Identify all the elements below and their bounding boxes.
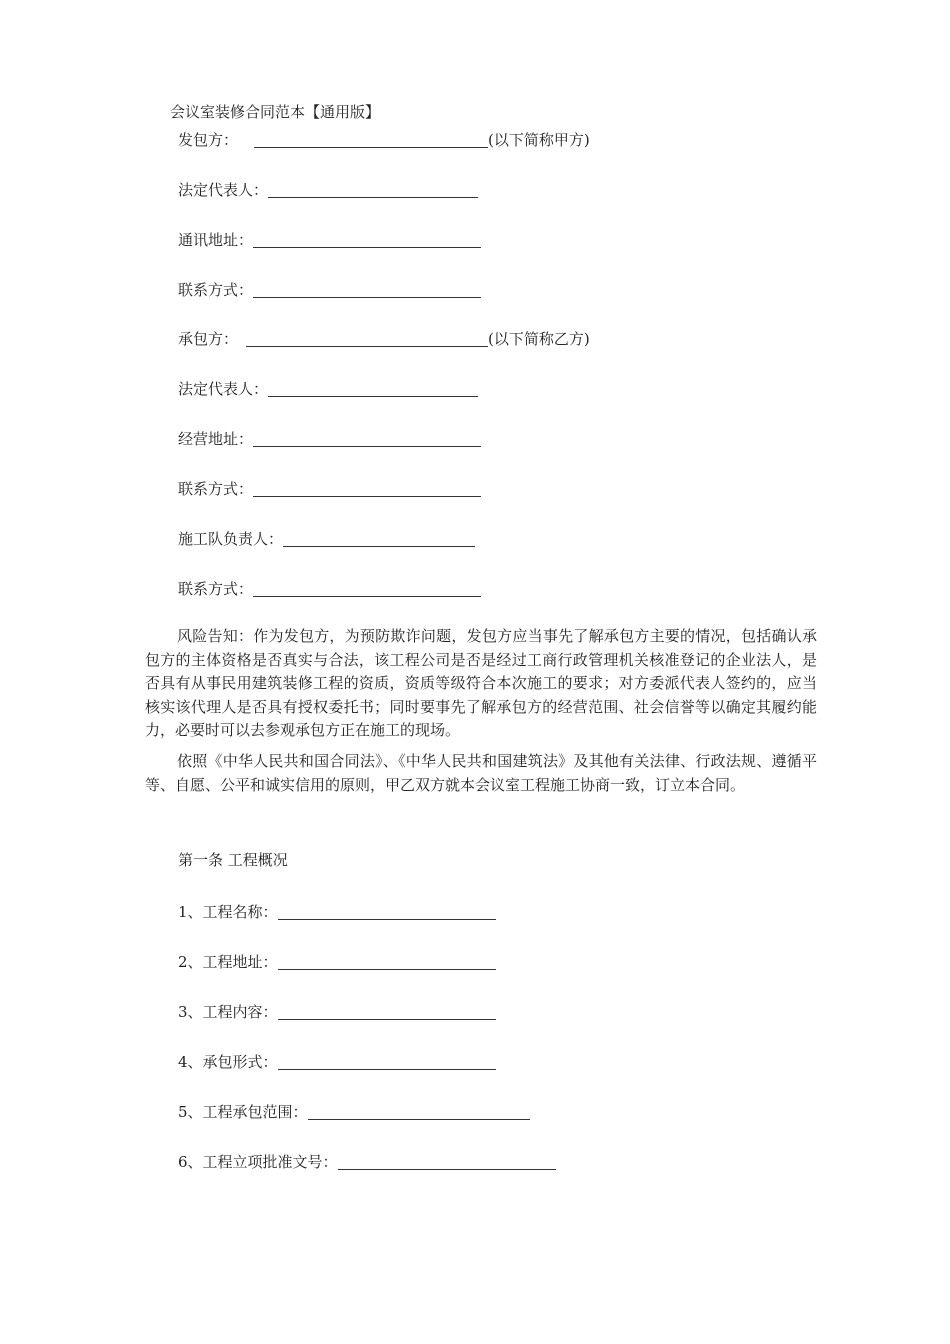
field-label: 经营地址： [178,430,254,448]
field-label: 承包方： [178,330,239,348]
field-team-leader-contact [178,578,481,600]
field-label: 联系方式： [178,281,254,299]
fill-in-blank [278,953,496,970]
field-project-content [178,1001,496,1023]
field-project-address [178,951,496,973]
field-suffix: (以下简称甲方) [488,131,590,149]
article-1-heading: 第一条 工程概况 [178,851,288,869]
field-label: 发包方： [178,131,239,149]
field-label: 5、工程承包范围： [178,1103,308,1121]
fill-in-blank [253,281,481,298]
field-contractor-contact [178,478,481,500]
fill-in-blank [254,131,488,148]
field-label: 2、工程地址： [178,953,278,971]
fill-in-blank [268,380,478,397]
risk-notice-paragraph: 风险告知：作为发包方，为预防欺诈问题，发包方应当事先了解承包方主要的情况，包括确认承包方的主体资格是否真实与合法，该工程公司是否是经过工商行政管理机关核准登记的企业法人，是否具有从事民用建筑装修工程的资质，资质等级符合本次施工的要求；对方委派代表人签约的，应当核实该代理人是否具有授权委托书；同时要事先了解承包方的经营范围、社会信誉等以确定其履约能力，必要时可以去参观承包方正在施工的现场。 [145,627,817,739]
fill-in-blank [278,903,496,920]
document-title: 会议室装修合同范本【通用版】 [170,103,381,121]
fill-in-blank [253,580,481,597]
field-employer-legal-rep [178,179,478,201]
fill-in-blank [253,231,481,248]
fill-in-blank [268,181,478,198]
field-employer [178,129,590,151]
field-contract-scope [178,1101,530,1123]
field-employer-contact [178,279,481,301]
fill-in-blank [283,530,475,547]
fill-in-blank [278,1053,496,1070]
field-label: 通讯地址： [178,231,254,249]
field-label: 联系方式： [178,580,254,598]
field-team-leader [178,528,475,550]
field-employer-address [178,229,481,251]
basis-paragraph: 依照《中华人民共和国合同法》、《中华人民共和国建筑法》及其他有关法律、行政法规、遵循平等、自愿、公平和诚实信用的原则，甲乙双方就本会议室工程施工协商一致，订立本合同。 [145,752,817,794]
fill-in-blank [338,1153,556,1170]
field-label: 联系方式： [178,480,254,498]
field-label: 3、工程内容： [178,1003,278,1021]
fill-in-blank [253,430,481,447]
fill-in-blank [308,1103,530,1120]
field-label: 6、工程立项批准文号： [178,1153,338,1171]
field-label: 法定代表人： [178,181,269,199]
field-suffix: (以下简称乙方) [488,330,590,348]
fill-in-blank [246,330,488,347]
field-contractor-legal-rep [178,378,478,400]
field-label: 施工队负责人： [178,530,284,548]
field-approval-number [178,1151,556,1173]
field-contractor [178,328,590,350]
field-label: 法定代表人： [178,380,269,398]
fill-in-blank [278,1003,496,1020]
field-contract-form [178,1051,496,1073]
field-project-name [178,901,496,923]
field-label: 4、承包形式： [178,1053,278,1071]
fill-in-blank [253,480,481,497]
field-contractor-address [178,428,481,450]
field-label: 1、工程名称： [178,903,278,921]
